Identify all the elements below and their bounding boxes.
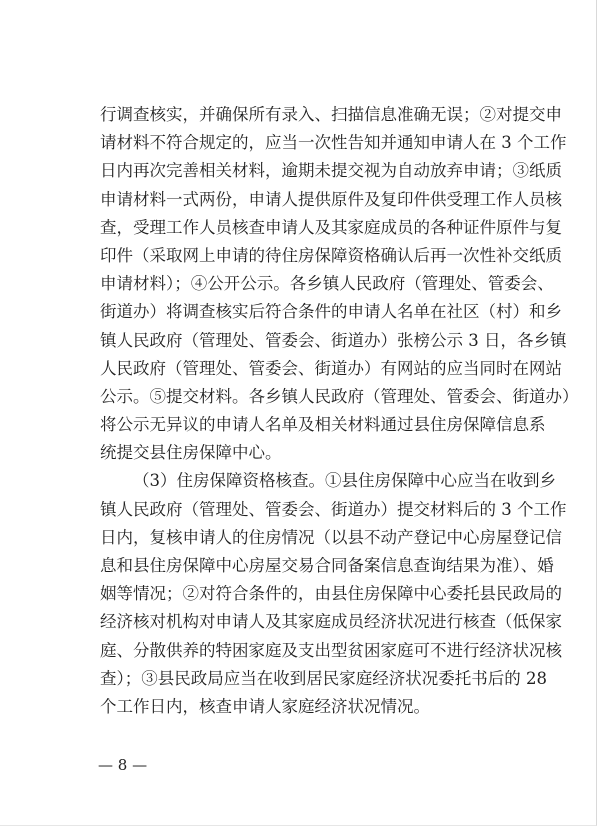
text-line: 个工作日内，核查申请人家庭经济状况情况。 <box>100 696 430 716</box>
text-line: 查，受理工作人员核查申请人及其家庭成员的各种证件原件与复 <box>100 217 562 237</box>
body-text <box>100 101 579 721</box>
text-line: （3）住房保障资格核查。①县住房保障中心应当在收到乡 <box>133 471 556 491</box>
text-line: 姻等情况；②对符合条件的，由县住房保障中心委托县民政局的 <box>100 584 562 604</box>
text-line: 查）；③县民政局应当在收到居民家庭经济状况委托书后的 28 <box>100 668 547 688</box>
text-line: 庭、分散供养的特困家庭及支出型贫困家庭可不进行经济状况核 <box>100 640 562 660</box>
text-line: 申请材料）；④公开公示。各乡镇人民政府（管理处、管委会、 <box>100 274 554 294</box>
text-line: 经济核对机构对申请人及其家庭成员经济状况进行核查（低保家 <box>100 612 562 632</box>
text-line: 息和县住房保障中心房屋交易合同备案信息查询结果为准）、婚 <box>100 556 554 575</box>
text-line: 镇人民政府（管理处、管委会、街道办）提交材料后的 3 个工作 <box>100 499 567 519</box>
text-line: 印件（采取网上申请的待住房保障资格确认后再一次性补交纸质 <box>100 245 562 265</box>
text-line: 统提交县住房保障中心。 <box>100 443 282 463</box>
text-line: 日内再次完善相关材料，逾期未提交视为自动放弃申请；③纸质 <box>100 161 562 181</box>
text-line: 请材料不符合规定的，应当一次性告知并通知申请人在 3 个工作 <box>100 133 567 153</box>
text-line: 行调查核实，并确保所有录入、扫描信息准确无误；②对提交申 <box>100 105 562 124</box>
text-line: 将公示无异议的申请人名单及相关材料通过县住房保障信息系 <box>100 415 546 435</box>
page-number: — 8 — <box>98 756 148 774</box>
text-line: 公示。⑤提交材料。各乡镇人民政府（管理处、管委会、街道办） <box>100 386 579 406</box>
text-line: 申请材料一式两份，申请人提供原件及复印件供受理工作人员核 <box>100 189 562 209</box>
text-line: 人民政府（管理处、管委会、街道办）有网站的应当同时在网站 <box>100 358 562 378</box>
text-line: 街道办）将调查核实后符合条件的申请人名单在社区（村）和乡 <box>100 302 562 322</box>
text-line: 日内，复核申请人的住房情况（以县不动产登记中心房屋登记信 <box>100 527 562 547</box>
text-line: 镇人民政府（管理处、管委会、街道办）张榜公示 3 日，各乡镇 <box>100 330 567 350</box>
